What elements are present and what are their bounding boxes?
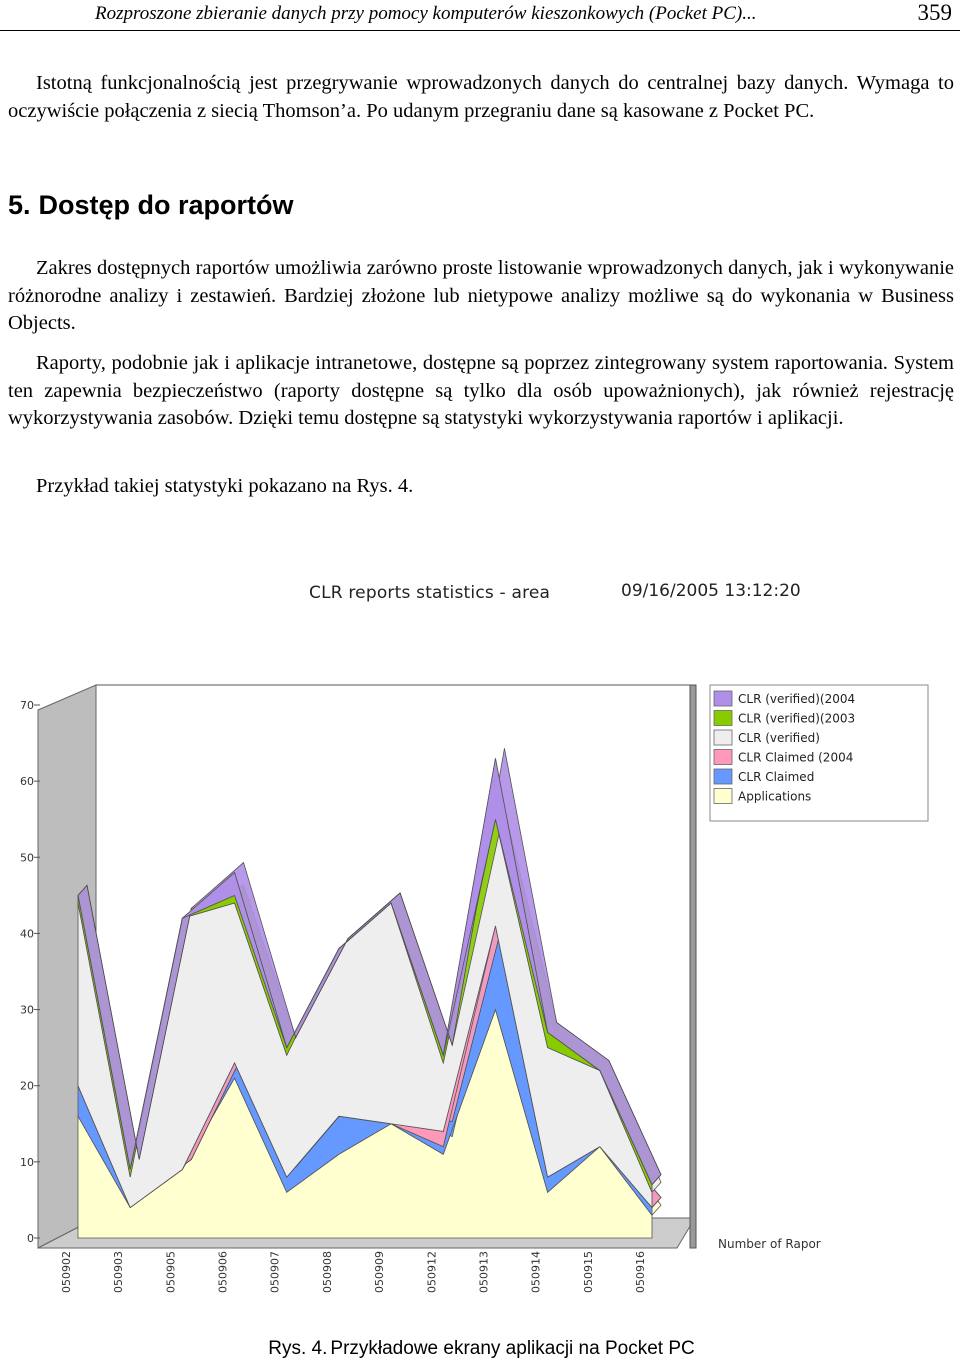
legend-swatch bbox=[714, 750, 732, 765]
legend-label: CLR (verified)(2003 bbox=[738, 711, 856, 726]
legend-swatch bbox=[714, 730, 732, 745]
running-title: Rozproszone zbieranie danych przy pomocy komputerów kieszonkowych (Pocket PC)... bbox=[95, 3, 757, 24]
x-axis-label: Number of Rapor bbox=[718, 1237, 821, 1251]
y-tick-label: 0 bbox=[27, 1232, 34, 1245]
y-tick-label: 30 bbox=[20, 1003, 34, 1017]
legend-label: Applications bbox=[738, 789, 812, 804]
legend-swatch bbox=[714, 769, 732, 784]
y-tick-label: 60 bbox=[20, 775, 34, 789]
chart-timestamp: 09/16/2005 13:12:20 bbox=[621, 581, 801, 601]
paragraph-text: Istotną funkcjonalnością jest przegrywanie wprowadzonych danych do centralnej bazy danych. Wymaga to oczywiście połączenia z siecią Thomson’a. Po udanym przegraniu dane są kasowane z Pocket PC. bbox=[8, 72, 954, 122]
y-tick-label: 10 bbox=[20, 1155, 34, 1169]
chart-title: CLR reports statistics - area bbox=[309, 583, 551, 603]
figure-caption bbox=[0, 1338, 960, 1360]
y-tick-label: 40 bbox=[20, 927, 34, 941]
x-tick-label: 050908 bbox=[320, 1251, 334, 1293]
section-number: 5. bbox=[8, 190, 31, 220]
x-tick-label: 050913 bbox=[477, 1251, 491, 1293]
y-tick-label: 20 bbox=[20, 1079, 34, 1093]
legend-swatch bbox=[714, 691, 732, 706]
x-tick-label: 050916 bbox=[634, 1251, 647, 1293]
legend-label: CLR Claimed bbox=[738, 770, 815, 784]
figure-caption-text: Przykładowe ekrany aplikacji na Pocket PC bbox=[330, 1338, 695, 1359]
paragraph-text: Zakres dostępnych raportów umożliwia zarówno proste listowanie wprowadzonych danych, jak i wykonywanie różnorodne analizy i zestawień. Bardziej złożone lub nietypowe analizy możliwe są do wykonania w Business Objects. bbox=[8, 257, 954, 334]
legend-label: CLR Claimed (2004 bbox=[738, 750, 854, 765]
legend-label: CLR (verified) bbox=[738, 731, 820, 745]
x-tick-label: 050903 bbox=[112, 1251, 126, 1293]
x-tick-label: 050906 bbox=[216, 1251, 230, 1293]
paragraph-text: Raporty, podobnie jak i aplikacje intranetowe, dostępne są poprzez zintegrowany system raportowania. System ten zapewnia bezpieczeństwo (raporty dostępne są tylko dla osób upoważnionych), jak również rejestrację wykorzystywania zasobów. Dzięki temu dostępne są statystyki wykorzystywania raportów i aplikacji. bbox=[8, 352, 954, 429]
x-tick-label: 050909 bbox=[373, 1251, 387, 1293]
y-tick-label: 50 bbox=[20, 851, 34, 865]
x-tick-label: 050912 bbox=[425, 1251, 439, 1293]
y-tick-label: 70 bbox=[20, 699, 34, 712]
figure-label: Rys. 4. bbox=[268, 1338, 328, 1359]
chart-right-frame bbox=[690, 685, 696, 1248]
x-tick-label: 050902 bbox=[60, 1251, 73, 1293]
page-number: 359 bbox=[917, 0, 952, 25]
legend-swatch bbox=[714, 789, 732, 804]
section-title: Dostęp do raportów bbox=[38, 190, 294, 220]
paragraph-text: Przykład takiej statystyki pokazano na Rys. 4. bbox=[36, 475, 414, 497]
x-tick-label: 050905 bbox=[164, 1251, 178, 1293]
x-tick-label: 050914 bbox=[529, 1251, 543, 1293]
legend-swatch bbox=[714, 711, 732, 726]
x-tick-label: 050915 bbox=[581, 1251, 595, 1293]
x-tick-label: 050907 bbox=[268, 1251, 282, 1293]
legend-label: CLR (verified)(2004 bbox=[738, 692, 856, 706]
